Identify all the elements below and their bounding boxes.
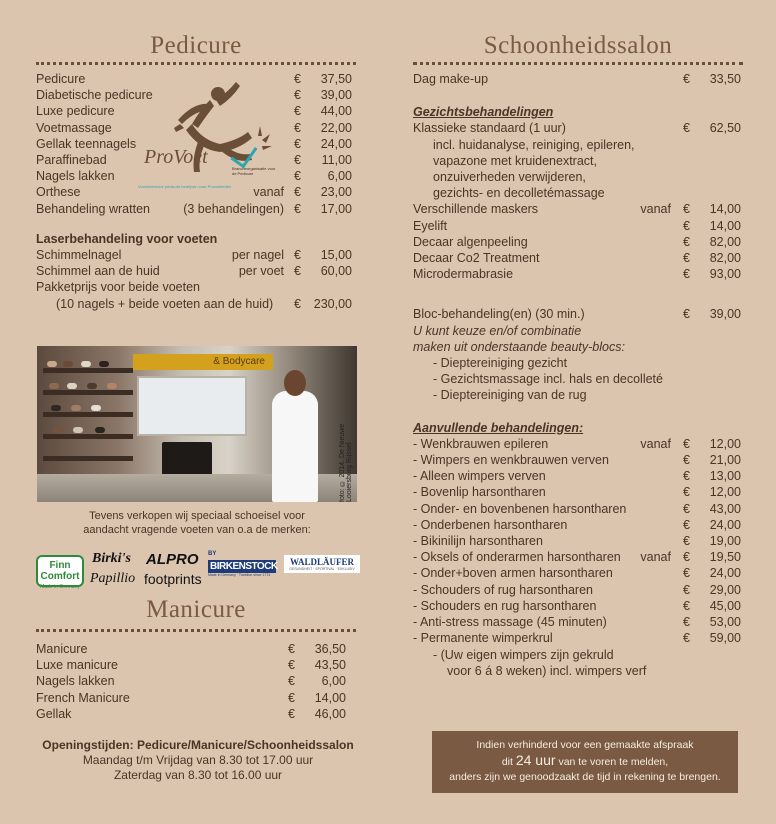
pedicure-item-currency: € xyxy=(294,153,301,168)
aanv-item-price: 24,00 xyxy=(709,566,741,581)
aanv-item xyxy=(413,533,741,549)
finn-comfort-text: Finn Comfort xyxy=(40,560,80,582)
shoe-shelf xyxy=(43,368,133,373)
bloc-row: Bloc-behandeling(en) (30 min.) € 39,00 xyxy=(413,307,741,322)
aanv-item xyxy=(413,436,741,452)
manicure-item xyxy=(36,657,346,673)
birkenstock-text: BIRKENSTOCK xyxy=(210,561,278,572)
manicure-item xyxy=(36,706,346,722)
shop-note-line1: Tevens verkopen wij speciaal schoeisel voor xyxy=(89,510,305,522)
pedicure-item-currency: € xyxy=(294,201,301,216)
aanv-item-price: 53,00 xyxy=(709,615,741,630)
aanv-item-currency: € xyxy=(683,615,690,630)
pedicure-item-price: 39,00 xyxy=(320,88,352,103)
salon-divider xyxy=(413,62,743,65)
bloc-item: - Dieptereiniging van de rug xyxy=(433,388,587,403)
manicure-item-currency: € xyxy=(288,658,295,673)
shoe xyxy=(67,383,77,389)
manicure-item-name: Nagels lakken xyxy=(36,674,115,689)
pedicure-item-price: 44,00 xyxy=(320,104,352,119)
manicure-item-price: 43,50 xyxy=(314,658,346,673)
manicure-list xyxy=(36,641,346,722)
laser-item xyxy=(36,247,352,263)
opening-hours-title: Openingstijden: Pedicure/Manicure/Schoonheidssalon xyxy=(42,738,354,752)
gezicht-item-price: 14,00 xyxy=(709,218,741,233)
aanv-item-price: 12,00 xyxy=(709,485,741,500)
shop-awning xyxy=(133,354,273,370)
manicure-item-currency: € xyxy=(288,642,295,656)
gezicht-item-currency: € xyxy=(683,218,690,233)
aanv-item-currency: € xyxy=(683,566,690,581)
aanv-item xyxy=(413,501,741,517)
aanv-item xyxy=(413,598,741,614)
laser-item-currency: € xyxy=(294,264,301,279)
gezicht-item xyxy=(413,201,741,217)
klassiek-desc-line: onzuiverheden verwijderen, xyxy=(433,170,586,185)
waldlaufer-logo xyxy=(284,555,360,573)
laser-heading: Laserbehandeling voor voeten xyxy=(36,231,218,246)
shoe xyxy=(91,405,101,411)
shoe xyxy=(73,427,83,433)
shoe-shelf xyxy=(43,412,133,417)
shoe-shelf xyxy=(43,390,133,395)
shoe xyxy=(53,427,63,433)
pedicure-item-name: Paraffinebad xyxy=(36,153,107,168)
shoe xyxy=(107,383,117,389)
pedicure-item-price: 22,00 xyxy=(320,120,352,135)
aanv-item-name: - Bovenlip harsontharen xyxy=(413,485,546,500)
pedicure-heading: Pedicure xyxy=(150,32,242,59)
pedicure-item-currency: € xyxy=(294,88,301,103)
aanv-item-name: - Onder+boven armen harsontharen xyxy=(413,566,613,581)
bloc-item: - Gezichtsmassage incl. hals en decolleté xyxy=(433,372,663,387)
aanv-item xyxy=(413,630,741,646)
gezicht-item-price: 93,00 xyxy=(709,267,741,282)
birkenstock-sub: Made in Germany · Tradition since 1774 xyxy=(208,573,271,577)
footprints-logo: footprints xyxy=(144,571,202,587)
aanv-item-currency: € xyxy=(683,631,690,646)
shop-person xyxy=(272,391,318,502)
birkis-logo: Birki's xyxy=(92,551,131,566)
manicure-item-price: 36,50 xyxy=(314,642,346,656)
laser-item-qualifier: per voet xyxy=(238,264,284,279)
gezicht-item-currency: € xyxy=(683,234,690,249)
aanv-item-currency: € xyxy=(683,453,690,468)
gezicht-item xyxy=(413,266,741,282)
pedicure-item-qualifier: (3 behandelingen) xyxy=(183,201,284,216)
manicure-item-name: Gellak xyxy=(36,706,72,721)
aanv-item-name: - Onderbenen harsontharen xyxy=(413,517,568,532)
package-detail: (10 nagels + beide voeten aan de huid) € 230,00 xyxy=(56,296,352,311)
laser-item xyxy=(36,263,352,279)
finn-comfort-logo xyxy=(36,555,84,590)
klassiek-desc-line: vapazone met kruidenextract, xyxy=(433,153,597,168)
aanv-item-name: - Onder- en bovenbenen harsontharen xyxy=(413,501,627,516)
aanv-item-currency: € xyxy=(683,501,690,516)
papillio-logo: Papillio xyxy=(90,571,136,586)
pedicure-item-name: Pedicure xyxy=(36,72,86,86)
provoet-tagline: Brancheorganisatie voor de Pedicure xyxy=(232,166,276,176)
birkenstock-logo xyxy=(208,560,276,577)
salon-list xyxy=(413,71,741,679)
aanv-item xyxy=(413,582,741,598)
pedicure-item-price: 17,00 xyxy=(320,201,352,216)
manicure-item-price: 6,00 xyxy=(321,674,346,689)
manicure-heading: Manicure xyxy=(146,596,246,623)
opening-hours-saturday: Zaterdag van 8.30 tot 16.00 uur xyxy=(113,768,283,782)
shoe xyxy=(63,361,73,367)
notice-line3: anders zijn we genoodzaakt de tijd in rekening te brengen. xyxy=(449,771,721,783)
aanv-item xyxy=(413,614,741,630)
dagmakeup-row: Dag make-up € 33,50 xyxy=(413,72,741,86)
shop-note-line2: aandacht vragende voeten van o.a de merken: xyxy=(83,524,311,536)
aanv-item-price: 29,00 xyxy=(709,582,741,597)
pedicure-item-price: 23,00 xyxy=(320,185,352,200)
shoe xyxy=(95,427,105,433)
klassiek-desc-line: incl. huidanalyse, reiniging, epileren, xyxy=(433,137,635,152)
aanv-item-price: 59,00 xyxy=(709,631,741,646)
shoe xyxy=(81,361,91,367)
bloc-intro1: U kunt keuze en/of combinatie xyxy=(413,323,582,338)
gezicht-item-name: Microdermabrasie xyxy=(413,267,514,282)
pedicure-divider xyxy=(36,62,356,65)
pedicure-item-name: Luxe pedicure xyxy=(36,104,115,119)
aanv-item xyxy=(413,452,741,468)
laser-item-price: 15,00 xyxy=(320,248,352,263)
shop-photo xyxy=(37,346,357,502)
finn-comfort-sub: Made in Germany xyxy=(40,584,80,590)
pedicure-item-name: Nagels lakken xyxy=(36,169,115,184)
aanv-item-name: - Schouders of rug harsontharen xyxy=(413,582,593,597)
gezicht-item-currency: € xyxy=(683,251,690,266)
gezicht-item-currency: € xyxy=(683,267,690,282)
shoe xyxy=(51,405,61,411)
aanv-item-name: - Oksels of onderarmen harsontharen xyxy=(413,550,621,565)
pedicure-item xyxy=(36,201,352,217)
aanv-item-price: 19,50 xyxy=(709,550,741,565)
aanv-item xyxy=(413,484,741,500)
klassiek-row: Klassieke standaard (1 uur) € 62,50 xyxy=(413,121,741,136)
laser-item-name: Schimmelnagel xyxy=(36,248,122,263)
notice-line2: dit 24 uur van te voren te melden, xyxy=(501,752,669,768)
pedicure-item-name: Voetmassage xyxy=(36,120,112,135)
bloc-item: - Dieptereiniging gezicht xyxy=(433,356,568,371)
gezicht-item-name: Decaar algenpeeling xyxy=(413,234,528,249)
pedicure-item-name: Behandeling wratten xyxy=(36,201,150,216)
aanv-item-currency: € xyxy=(683,598,690,613)
aanv-item-name: - Wenkbrauwen epileren xyxy=(413,436,549,451)
aanv-item-name: - Schouders en rug harsontharen xyxy=(413,598,597,613)
aanv-item-name: - Anti-stress massage (45 minuten) xyxy=(413,615,607,630)
pedicure-item-name: Gellak teennagels xyxy=(36,136,137,151)
gezicht-item-price: 82,00 xyxy=(709,234,741,249)
manicure-item-name: Manicure xyxy=(36,642,88,656)
pedicure-item-currency: € xyxy=(294,136,301,151)
aanv-item-qualifier: vanaf xyxy=(640,550,671,565)
aanv-item-price: 12,00 xyxy=(709,436,741,451)
manicure-item-currency: € xyxy=(288,674,295,689)
aanv-item-price: 13,00 xyxy=(709,469,741,484)
gezicht-item-price: 14,00 xyxy=(709,202,741,217)
waldlaufer-sub: GESUNDHEIT · SPORTIVAL · EXKLUSIV xyxy=(289,567,355,571)
pedicure-item-currency: € xyxy=(294,104,301,119)
aanv-item-currency: € xyxy=(683,582,690,597)
manicure-item-currency: € xyxy=(288,706,295,721)
manicure-item xyxy=(36,673,346,689)
shop-note xyxy=(37,509,357,537)
gezicht-item xyxy=(413,250,741,266)
manicure-divider xyxy=(36,629,356,632)
opening-hours-weekdays: Maandag t/m Vrijdag van 8.30 tot 17.00 uur xyxy=(82,753,314,767)
laser-item-currency: € xyxy=(294,248,301,263)
gezicht-item xyxy=(413,218,741,234)
bloc-intro2: maken uit onderstaande beauty-blocs: xyxy=(413,339,625,354)
cancellation-notice xyxy=(432,731,738,793)
manicure-item-name: French Manicure xyxy=(36,690,130,705)
opening-hours xyxy=(36,738,360,783)
shop-bench xyxy=(162,442,212,476)
alpro-logo: ALPRO xyxy=(146,551,199,568)
aanv-item-price: 45,00 xyxy=(709,598,741,613)
shoe xyxy=(47,361,57,367)
birkenstock-by: BY xyxy=(208,551,217,557)
gezicht-item-price: 82,00 xyxy=(709,251,741,266)
gezicht-item xyxy=(413,234,741,250)
pedicure-item-price: 37,50 xyxy=(320,72,352,86)
laser-item-qualifier: per nagel xyxy=(231,248,284,263)
klassiek-desc-line: gezichts- en decolletémassage xyxy=(433,186,605,201)
aanv-item-qualifier: vanaf xyxy=(640,436,671,451)
manicure-item xyxy=(36,690,346,706)
waldlaufer-text: WALDLÄUFER xyxy=(289,557,354,567)
pedicure-item-currency: € xyxy=(294,185,301,200)
shop-window xyxy=(137,376,247,436)
aanv-item-name: - Bikinilijn harsontharen xyxy=(413,534,543,549)
photo-caption: foto: © 2014. De Nieuwe Looiersburg Rijssel xyxy=(339,423,353,502)
notice-line1: Indien verhinderd voor een gemaakte afspraak xyxy=(476,739,694,751)
gezicht-item-name: Decaar Co2 Treatment xyxy=(413,251,540,266)
shoe xyxy=(71,405,81,411)
laser-item-price: 60,00 xyxy=(320,264,352,279)
aanv-item-price: 43,00 xyxy=(709,501,741,516)
shoe xyxy=(87,383,97,389)
package-line: Pakketprijs voor beide voeten xyxy=(36,280,200,295)
right-column xyxy=(413,0,743,679)
manicure-item-price: 14,00 xyxy=(314,690,346,705)
notice-24uur: 24 uur xyxy=(515,752,556,768)
aanv-item-currency: € xyxy=(683,517,690,532)
pedicure-item-currency: € xyxy=(294,120,301,135)
aanv-item-currency: € xyxy=(683,534,690,549)
aanv-heading: Aanvullende behandelingen: xyxy=(413,420,584,435)
shoe-shelf xyxy=(43,456,133,461)
awning-text: & Bodycare xyxy=(213,356,265,367)
aanv-item-currency: € xyxy=(683,550,690,565)
aanv-item xyxy=(413,468,741,484)
aanv-item-name: - Alleen wimpers verven xyxy=(413,469,546,484)
aanv-item-name: - Permanente wimperkrul xyxy=(413,631,553,646)
aanv-item-currency: € xyxy=(683,469,690,484)
gezicht-item-currency: € xyxy=(683,202,690,217)
gezicht-item-name: Verschillende maskers xyxy=(413,202,539,217)
aanv-item xyxy=(413,565,741,581)
shop-person-head xyxy=(284,370,306,396)
pedicure-item-price: 6,00 xyxy=(327,169,352,184)
pedicure-item-price: 24,00 xyxy=(320,136,352,151)
provoet-subline: Voordelenvoor pedicure bedrijven voor Provoetleden xyxy=(138,184,232,189)
gezicht-heading: Gezichtsbehandelingen xyxy=(413,105,554,120)
manicure-item-price: 46,00 xyxy=(314,706,346,721)
aanv-item-currency: € xyxy=(683,485,690,500)
manicure-item xyxy=(36,641,346,657)
provoet-brand: ProVoet xyxy=(144,146,208,168)
shoe xyxy=(99,361,109,367)
aanv-item-name: - Wimpers en wenkbrauwen verven xyxy=(413,453,609,468)
aanv-item-price: 19,00 xyxy=(709,534,741,549)
laser-item-name: Schimmel aan de huid xyxy=(36,264,160,279)
gezicht-item-qualifier: vanaf xyxy=(640,202,671,217)
shoe-shelf xyxy=(43,434,133,439)
aanv-item-price: 24,00 xyxy=(709,517,741,532)
manicure-item-name: Luxe manicure xyxy=(36,658,118,673)
pedicure-item-name: Orthese xyxy=(36,185,81,200)
wimper-note2: voor 6 á 8 weken) incl. wimpers verf xyxy=(447,663,647,678)
wimper-note1: - (Uw eigen wimpers zijn gekruld xyxy=(433,647,614,662)
manicure-item-currency: € xyxy=(288,690,295,705)
pedicure-item-currency: € xyxy=(294,72,301,86)
provoet-logo xyxy=(140,80,278,192)
pedicure-item-qualifier: vanaf xyxy=(253,185,284,200)
aanv-item-price: 21,00 xyxy=(709,453,741,468)
brand-logos xyxy=(36,551,360,589)
pedicure-item-currency: € xyxy=(294,169,301,184)
pedicure-item-name: Diabetische pedicure xyxy=(36,88,153,103)
pedicure-item-price: 11,00 xyxy=(321,153,352,168)
gezicht-item-name: Eyelift xyxy=(413,218,448,233)
salon-heading: Schoonheidssalon xyxy=(483,32,673,59)
aanv-item-currency: € xyxy=(683,436,690,451)
aanv-item xyxy=(413,549,741,565)
shoe xyxy=(49,383,59,389)
aanv-item xyxy=(413,517,741,533)
